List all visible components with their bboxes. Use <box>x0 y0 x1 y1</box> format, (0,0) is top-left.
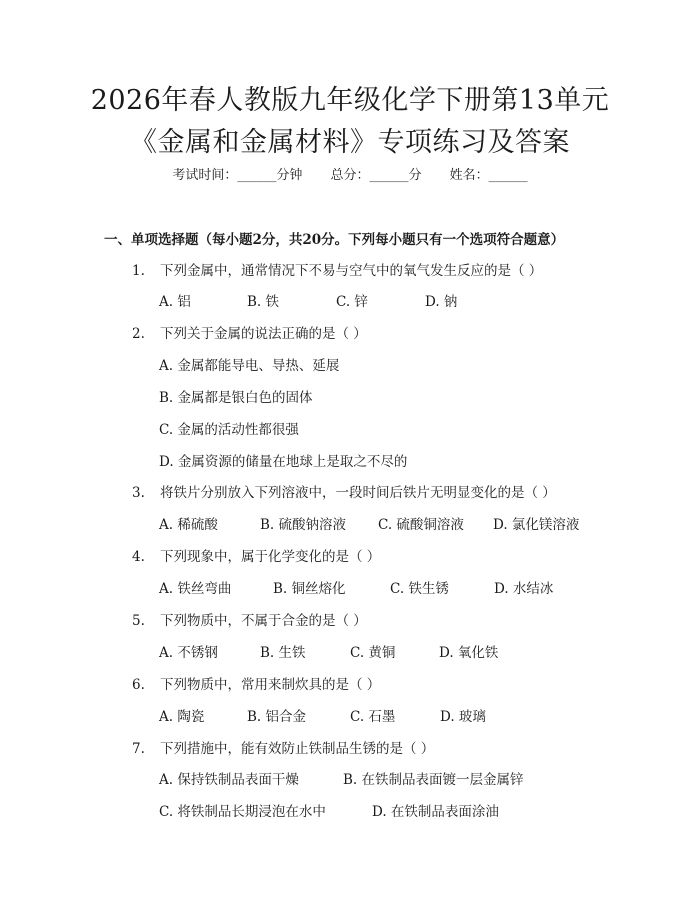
option-d: D. 金属资源的储量在地球上是取之不尽的 <box>159 454 408 470</box>
option-d: D. 钠 <box>425 294 458 310</box>
option-c: C. 硫酸铜溶液 <box>378 517 464 533</box>
question-2 <box>132 324 367 344</box>
total-score: 总分：______分 <box>330 168 422 183</box>
option-d: D. 水结冰 <box>494 581 554 597</box>
question-5 <box>132 611 367 631</box>
question-1 <box>132 261 542 281</box>
question-text: 下列关于金属的说法正确的是（ ） <box>160 326 367 342</box>
question-text: 将铁片分别放入下列溶液中，一段时间后铁片无明显变化的是（ ） <box>160 485 556 501</box>
question-text: 下列措施中，能有效防止铁制品生锈的是（ ） <box>160 741 435 757</box>
exam-time: 考试时间：______分钟 <box>172 168 303 183</box>
question-number: 5. <box>132 613 145 629</box>
option-c: C. 将铁制品长期浸泡在水中 <box>159 804 326 820</box>
question-6 <box>132 675 380 695</box>
section-heading: 一、单项选择题（每小题2分，共20分。下列每小题只有一个选项符合题意） <box>104 232 565 248</box>
option-c: C. 铁生锈 <box>390 581 449 597</box>
title-line-2: 《金属和金属材料》专项练习及答案 <box>130 127 570 158</box>
question-text: 下列现象中，属于化学变化的是（ ） <box>160 549 381 565</box>
question-text: 下列物质中，不属于合金的是（ ） <box>160 613 367 629</box>
option-b: B. 在铁制品表面镀一层金属锌 <box>343 772 524 788</box>
option-a: A. 稀硫酸 <box>159 517 218 533</box>
question-text: 下列金属中，通常情况下不易与空气中的氧气发生反应的是（ ） <box>160 263 543 279</box>
option-b: B. 金属都是银白色的固体 <box>159 390 313 406</box>
option-c: C. 金属的活动性都很强 <box>159 422 299 438</box>
option-b: B. 生铁 <box>260 645 306 661</box>
option-a: A. 不锈钢 <box>159 645 218 661</box>
question-number: 7. <box>132 741 145 757</box>
question-3 <box>132 483 556 503</box>
option-d: D. 在铁制品表面涂油 <box>372 804 499 820</box>
question-text: 下列物质中，常用来制炊具的是（ ） <box>160 677 381 693</box>
exam-meta <box>0 166 700 186</box>
option-c: C. 黄铜 <box>350 645 396 661</box>
question-number: 1. <box>132 263 145 279</box>
option-a: A. 铁丝弯曲 <box>159 581 232 597</box>
option-b: B. 铝合金 <box>247 709 307 725</box>
option-b: B. 铁 <box>247 294 280 310</box>
question-number: 2. <box>132 326 145 342</box>
option-c: C. 石墨 <box>350 709 396 725</box>
option-a: A. 保持铁制品表面干燥 <box>159 772 299 788</box>
option-b: B. 铜丝熔化 <box>273 581 346 597</box>
option-d: D. 氯化镁溶液 <box>493 517 580 533</box>
question-7 <box>132 739 434 759</box>
option-a: A. 陶瓷 <box>159 709 205 725</box>
question-4 <box>132 547 380 567</box>
student-name: 姓名：______ <box>449 168 528 183</box>
option-c: C. 锌 <box>336 294 368 310</box>
question-number: 4. <box>132 549 145 565</box>
option-d: D. 玻璃 <box>440 709 486 725</box>
option-a: A. 金属都能导电、导热、延展 <box>159 358 340 374</box>
title-line-1: 2026年春人教版九年级化学下册第13单元 <box>90 85 610 116</box>
option-a: A. 铝 <box>159 294 191 310</box>
question-number: 6. <box>132 677 145 693</box>
option-b: B. 硫酸钠溶液 <box>260 517 347 533</box>
option-d: D. 氧化铁 <box>439 645 499 661</box>
question-number: 3. <box>132 485 145 501</box>
